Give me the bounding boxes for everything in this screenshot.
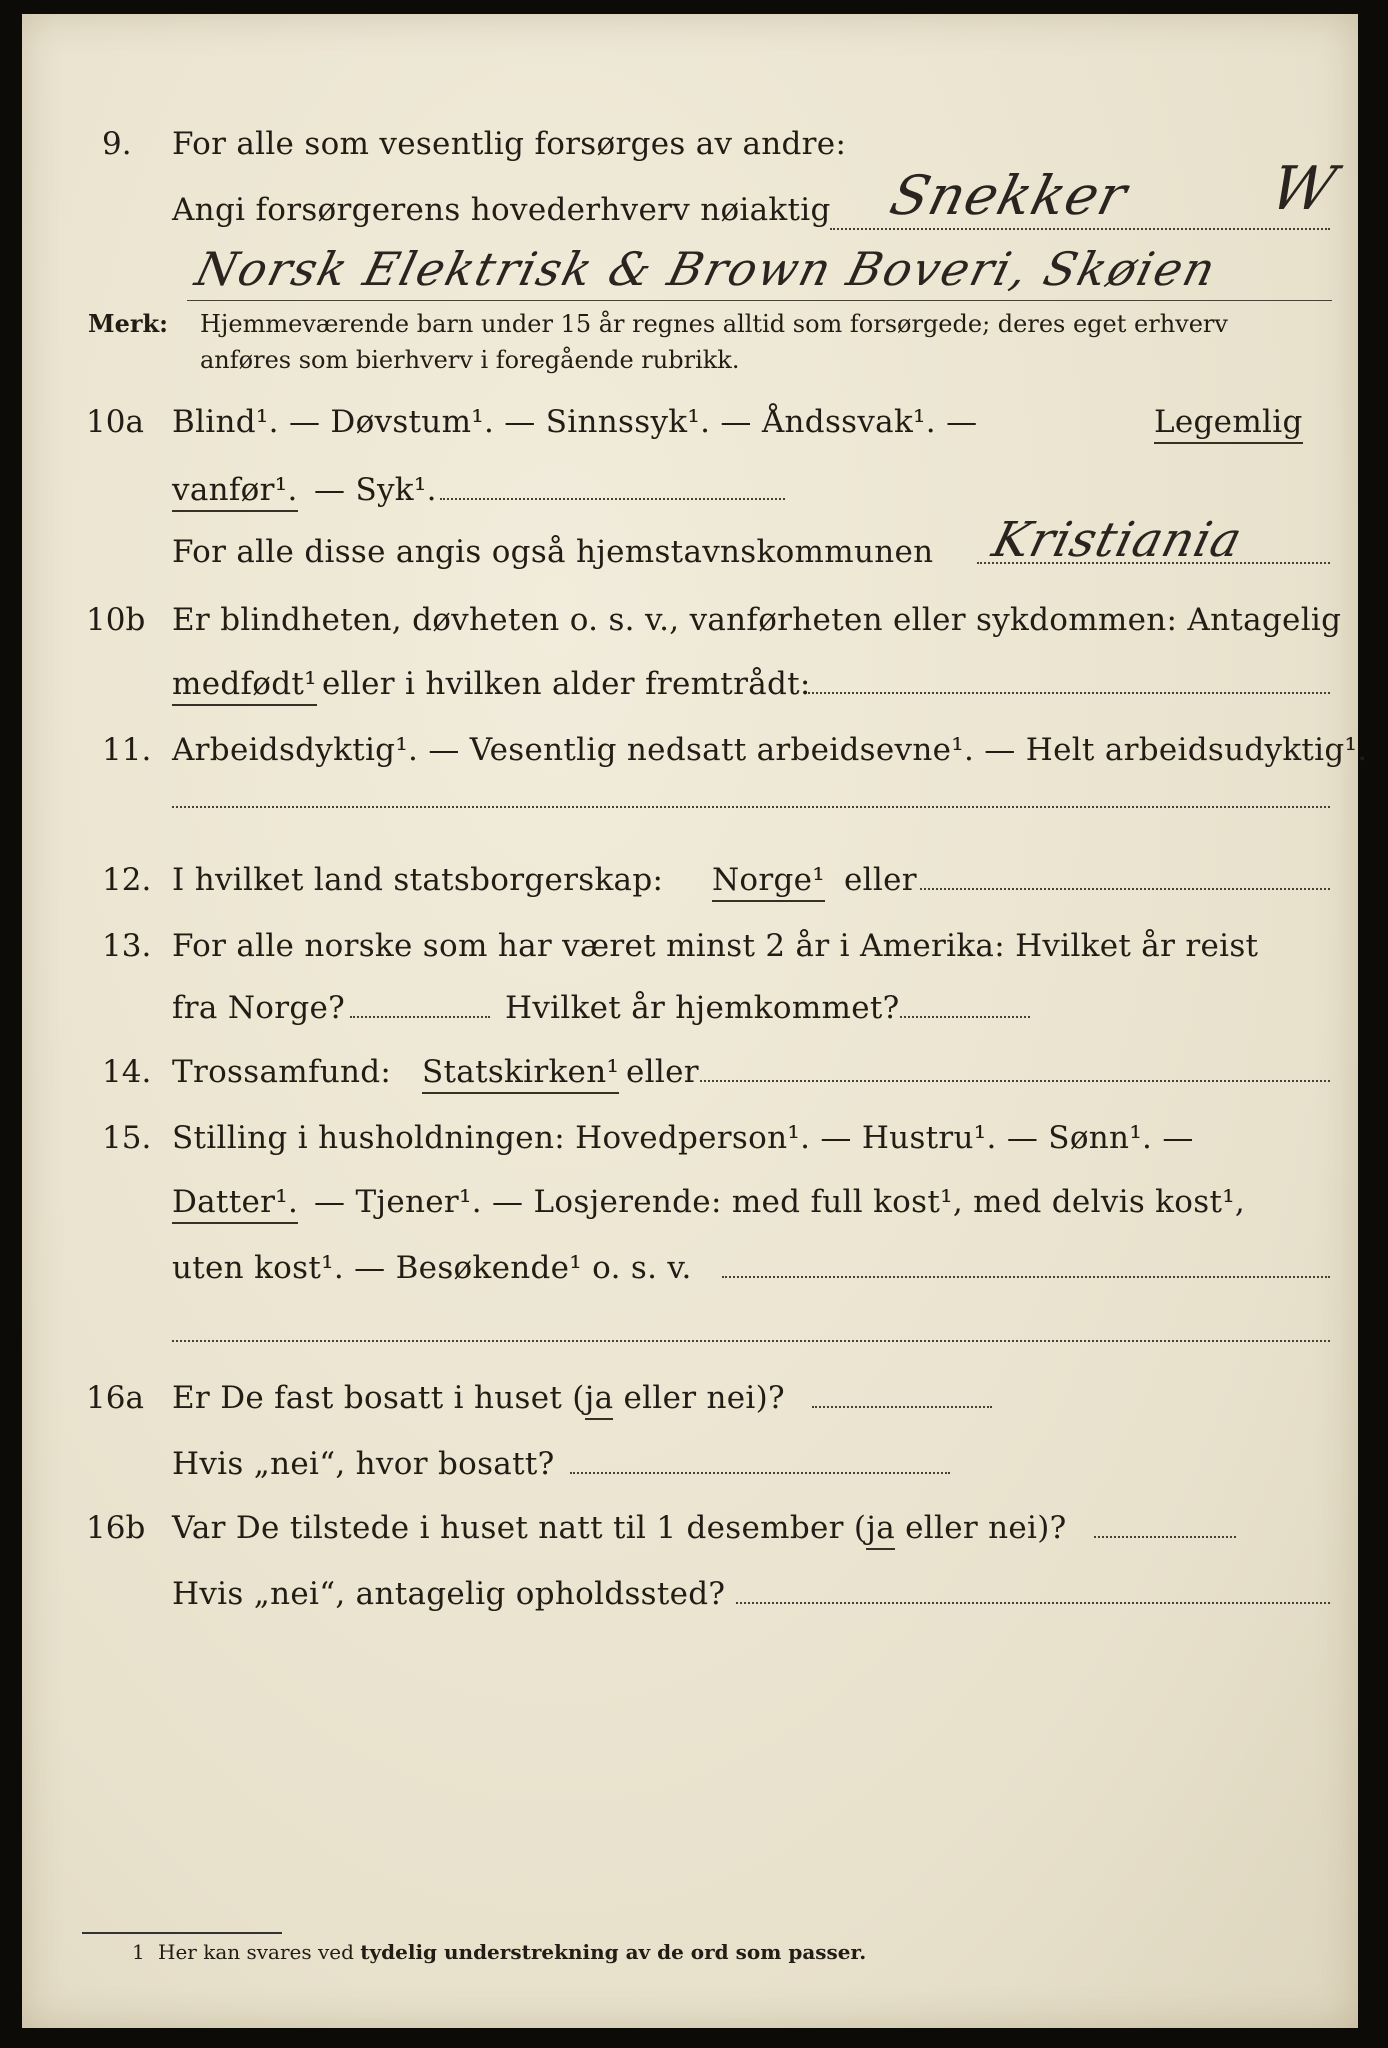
q10a-number: 10a [86,404,144,440]
q10a-line1: Blind¹. — Døvstum¹. — Sinnssyk¹. — Åndssvak¹. — [172,404,978,440]
merk-line2: anføres som bierhverv i foregående rubrikk. [200,346,740,374]
footnote-rule [82,1932,282,1934]
q14-answer-line [700,1080,1330,1082]
q10a-municipality-line [977,562,1330,564]
q15-datter: Datter¹. [172,1184,298,1220]
q16a-line2: Hvis „nei“, hvor bosatt? [172,1446,555,1482]
q16b-line2: Hvis „nei“, antagelig opholdssted? [172,1576,726,1612]
q10b-medfodt: medfødt¹ [172,666,317,702]
q13-line2b: Hvilket år hjemkommet? [505,990,900,1026]
q10a-answer-line [440,498,785,500]
q15-line2: — Tjener¹. — Losjerende: med full kost¹, med delvis kost¹, [314,1184,1246,1220]
q12-number: 12. [102,862,152,898]
q15-answer-line [722,1276,1330,1278]
q11-answer-line [172,806,1330,808]
q9-number: 9. [102,126,132,162]
q13-hjemkommet-line [900,1016,1030,1018]
q16a-answer-line [812,1406,992,1408]
q14-post: eller [626,1054,699,1090]
footnote-mark: 1 [132,1940,145,1964]
q9-handwritten-mark: W [1263,154,1344,224]
q10a-legemlig: Legemlig [1154,404,1303,440]
merk-line1: Hjemmeværende barn under 15 år regnes alltid som forsørgede; deres eget erhverv [200,310,1228,338]
q16a-number: 16a [86,1380,144,1416]
q10a-line3: For alle disse angis også hjemstavnskommunen [172,534,934,570]
q13-line2a: fra Norge? [172,990,346,1026]
q10a-handwritten-municipality: Kristiania [987,512,1248,568]
q10b-number: 10b [86,602,146,638]
q10a-vanfor: vanfør¹. [172,472,298,508]
q13-number: 13. [102,928,152,964]
census-form-page [22,14,1368,2028]
q9-line2: Angi forsørgerens hovederhverv nøiaktig [172,192,831,228]
q9-answer-line [830,228,1330,230]
q16b-number: 16b [86,1510,146,1546]
q14-number: 14. [102,1054,152,1090]
q10a-syk: — Syk¹. [314,472,437,508]
q12-post: eller [844,862,917,898]
q10b-line1: Er blindheten, døvheten o. s. v., vanførheten eller sykdommen: Antagelig [172,602,1342,638]
q13-line1: For alle norske som har været minst 2 år i Amerika: Hvilket år reist [172,928,1259,964]
q10b-line2: eller i hvilken alder fremtrådt: [322,666,811,702]
q11-line1: Arbeidsdyktig¹. — Vesentlig nedsatt arbeidsevne¹. — Helt arbeidsudyktig¹. [172,732,1368,768]
q16b-answer-line [1094,1536,1236,1538]
q12-norge: Norge¹ [712,862,825,898]
q14-statskirken: Statskirken¹ [422,1054,619,1090]
q12-answer-line [920,888,1330,890]
q12-pre: I hvilket land statsborgerskap: [172,862,664,898]
q13-reist-line [350,1016,490,1018]
q15-line1: Stilling i husholdningen: Hovedperson¹. — Hustru¹. — Sønn¹. — [172,1120,1194,1156]
q11-number: 11. [102,732,152,768]
q10b-answer-line [808,692,1330,694]
q16b-opholdssted-line [736,1602,1330,1604]
q16a-line1: Er De fast bosatt i huset (ja eller nei)? [172,1380,785,1416]
q16b-line1: Var De tilstede i huset natt til 1 desember (ja eller nei)? [172,1510,1067,1546]
merk-label: Merk: [88,309,168,338]
q9-line1: For alle som vesentlig forsørges av andre: [172,126,847,162]
q15-number: 15. [102,1120,152,1156]
q9-handwritten-occupation: Snekker [884,164,1134,227]
q9-handwritten-employer: Norsk Elektrisk & Brown Boveri, Skøien [190,242,1223,296]
q15-line3: uten kost¹. — Besøkende¹ o. s. v. [172,1250,692,1286]
footnote-text: Her kan svares ved tydelig understrekning av de ord som passer. [158,1940,867,1964]
q15-answer-line-2 [172,1340,1330,1342]
q14-pre: Trossamfund: [172,1054,392,1090]
q9-answer-line-2 [187,300,1332,301]
q16a-bosatt-line [570,1472,950,1474]
